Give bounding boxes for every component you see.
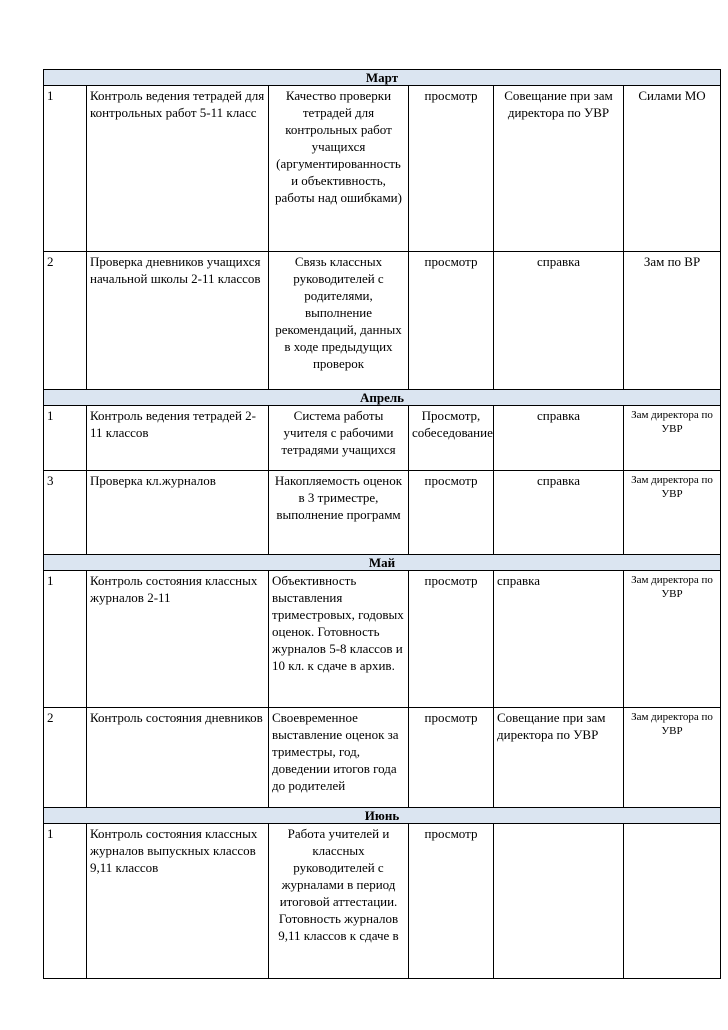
control-goal: Своевременное выставление оценок за триместры, год, доведении итогов года до родителей (269, 708, 409, 808)
table-row (44, 708, 721, 808)
control-goal: Система работы учителя с рабочими тетрадями учащихся (269, 406, 409, 471)
table-row (44, 252, 721, 390)
control-result: справка (494, 571, 624, 708)
month-label: Март (44, 70, 721, 86)
control-goal: Объективность выставления триместровых, годовых оценок. Готовность журналов 5-8 классов и 10 кл. к сдаче в архив. (269, 571, 409, 708)
control-result: Совещание при зам директора по УВР (494, 86, 624, 252)
row-number: 1 (44, 86, 87, 252)
month-label: Июнь (44, 808, 721, 824)
control-content: Контроль состояния классных журналов 2-11 (87, 571, 269, 708)
control-goal: Работа учителей и классных руководителей с журналами в период итоговой аттестации. Готовность журналов 9,11 классов к сдаче в (269, 824, 409, 979)
control-method: просмотр (409, 252, 494, 390)
control-responsible: Зам директора по УВР (624, 471, 721, 555)
table-row (44, 824, 721, 979)
control-plan-table (43, 69, 721, 979)
control-goal: Качество проверки тетрадей для контрольных работ учащихся (аргументированность и объективность, работы над ошибками) (269, 86, 409, 252)
row-number: 1 (44, 571, 87, 708)
control-responsible: Силами МО (624, 86, 721, 252)
table-row (44, 86, 721, 252)
control-result: справка (494, 252, 624, 390)
control-method: Просмотр, собеседование (409, 406, 494, 471)
control-responsible: Зам директора по УВР (624, 406, 721, 471)
row-number: 1 (44, 824, 87, 979)
month-label: Май (44, 555, 721, 571)
control-result: Совещание при зам директора по УВР (494, 708, 624, 808)
control-responsible: Зам по ВР (624, 252, 721, 390)
control-content: Контроль состояния классных журналов выпускных классов 9,11 классов (87, 824, 269, 979)
table-row (44, 406, 721, 471)
month-header-march (44, 70, 721, 86)
control-responsible: Зам директора по УВР (624, 708, 721, 808)
control-content: Проверка кл.журналов (87, 471, 269, 555)
control-content: Контроль ведения тетрадей для контрольных работ 5-11 класс (87, 86, 269, 252)
control-result: справка (494, 406, 624, 471)
control-content: Проверка дневников учащихся начальной школы 2-11 классов (87, 252, 269, 390)
row-number: 2 (44, 708, 87, 808)
row-number: 2 (44, 252, 87, 390)
control-method: просмотр (409, 824, 494, 979)
control-content: Контроль ведения тетрадей 2-11 классов (87, 406, 269, 471)
row-number: 1 (44, 406, 87, 471)
control-method: просмотр (409, 471, 494, 555)
control-method: просмотр (409, 708, 494, 808)
control-responsible (624, 824, 721, 979)
row-number: 3 (44, 471, 87, 555)
table-row (44, 471, 721, 555)
month-header-june (44, 808, 721, 824)
month-header-april (44, 390, 721, 406)
control-plan-sheet (43, 69, 720, 979)
month-label: Апрель (44, 390, 721, 406)
control-goal: Связь классных руководителей с родителями, выполнение рекомендаций, данных в ходе предыдущих проверок (269, 252, 409, 390)
control-method: просмотр (409, 571, 494, 708)
control-responsible: Зам директора по УВР (624, 571, 721, 708)
month-header-may (44, 555, 721, 571)
control-result (494, 824, 624, 979)
control-method: просмотр (409, 86, 494, 252)
control-result: справка (494, 471, 624, 555)
control-content: Контроль состояния дневников (87, 708, 269, 808)
control-goal: Накопляемость оценок в 3 триместре, выполнение программ (269, 471, 409, 555)
table-row (44, 571, 721, 708)
